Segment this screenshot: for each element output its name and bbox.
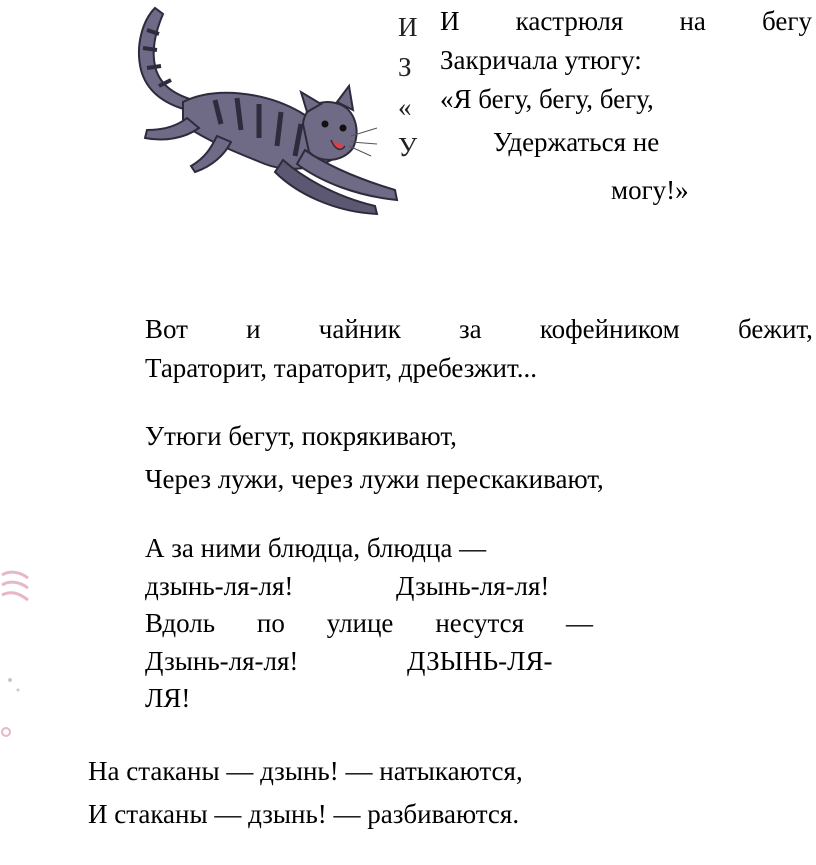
- stanza4-line5: ЛЯ!: [145, 683, 191, 713]
- stanza1-line2: Закричала утюгу:: [440, 45, 642, 75]
- stanza4-line1: А за ними блюдца, блюдца —: [145, 533, 487, 563]
- stanza2-line2: Тараторит, тараторит, дребезжит...: [145, 353, 538, 383]
- stanza5-line1: На стаканы — дзынь! — натыкаются,: [88, 756, 523, 786]
- word: И: [440, 6, 460, 36]
- stanza1-line3: «Я бегу, бегу, бегу,: [440, 84, 654, 114]
- cropped-char: З: [398, 52, 412, 82]
- stanza1-line5: могу!»: [611, 175, 689, 205]
- word: Вдоль: [145, 608, 216, 638]
- word: улице: [326, 608, 394, 638]
- word: на: [679, 6, 706, 36]
- stanza4-line3: [145, 607, 593, 639]
- stanza1-line1: [440, 5, 812, 37]
- stanza4-line4a: Дзынь-ля-ля!: [145, 646, 299, 676]
- word: —: [565, 608, 593, 638]
- stanza5-line2: И стаканы — дзынь! — разбиваются.: [88, 799, 520, 829]
- word: кастрюля: [515, 6, 624, 36]
- word: Вот: [145, 314, 188, 344]
- cat-tail: [139, 8, 193, 110]
- stanza4-line2b: Дзынь-ля-ля!: [396, 571, 550, 601]
- cat-back-leg: [145, 118, 199, 140]
- stanza4-line4b: ДЗЫНЬ-ЛЯ-: [407, 646, 553, 676]
- stanza2-line1: [145, 313, 813, 345]
- word: бегу: [762, 6, 812, 36]
- word: по: [256, 608, 285, 638]
- cropped-char: «: [398, 92, 412, 122]
- stanza4-line2a: дзынь-ля-ля!: [145, 571, 294, 601]
- word: чайник: [318, 314, 401, 344]
- cropped-char: У: [398, 132, 418, 162]
- stanza3-line2: Через лужи, через лужи перескакивают,: [145, 464, 604, 494]
- stanza3-line1: Утюги бегут, покрякивают,: [145, 421, 457, 451]
- cropped-char: И: [398, 12, 418, 42]
- word: бежит,: [737, 314, 813, 344]
- running-cat-illustration: [125, 0, 425, 230]
- word: за: [459, 314, 482, 344]
- cropped-margin-text: [398, 12, 428, 172]
- stanza1-line4: Удержаться не: [493, 127, 660, 157]
- word: несутся: [435, 608, 525, 638]
- margin-decoration: [0, 500, 30, 750]
- word: и: [246, 314, 261, 344]
- word: кофейником: [539, 314, 680, 344]
